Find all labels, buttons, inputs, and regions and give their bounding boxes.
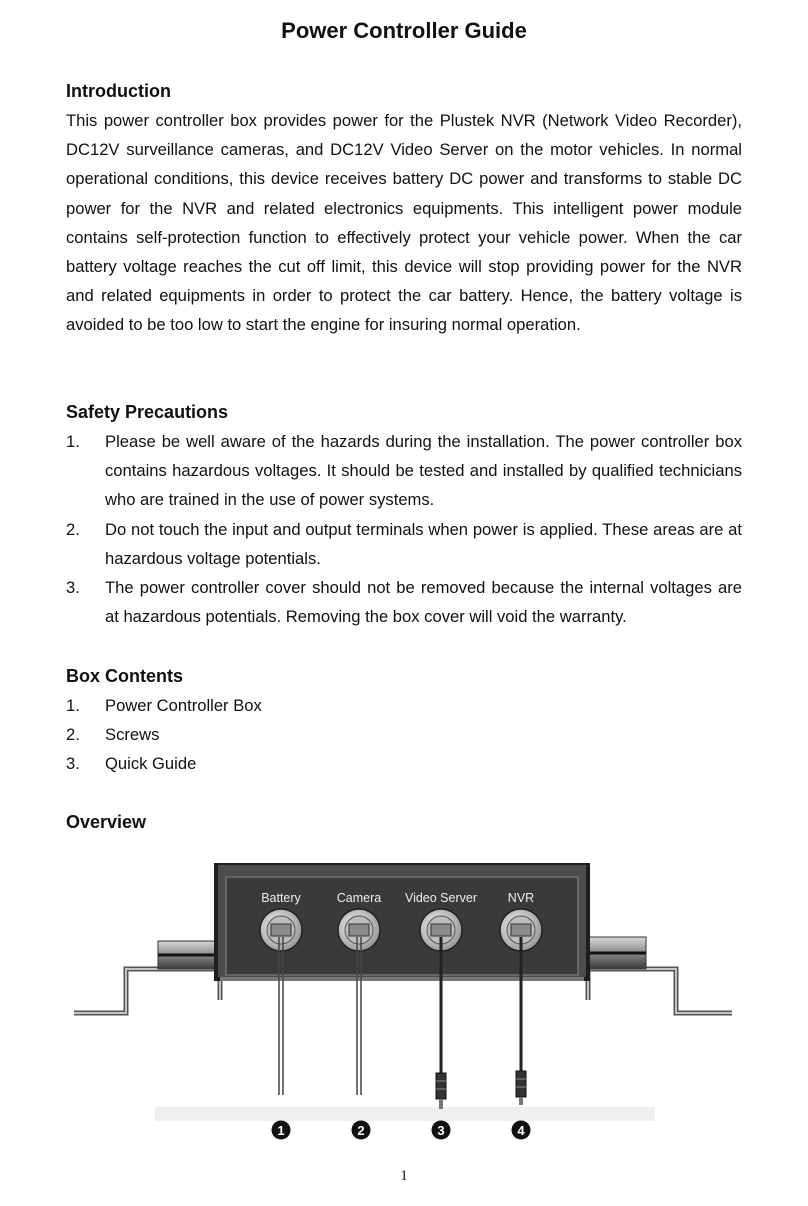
overview-heading: Overview [66,812,147,832]
list-text: The power controller cover should not be removed because the internal voltages are at hazardous potentials. Removing the box cover will void the warranty. [105,578,742,627]
port-label-video-server: Video Server [404,891,478,905]
box-contents-item [66,720,742,749]
floor-shadow [155,1107,655,1121]
marker-1-number: 1 [277,1123,285,1138]
right-mounting-bracket [588,937,732,1013]
port-label-battery: Battery [261,891,301,905]
page-number: 1 [400,1168,408,1184]
nvr-port [500,909,542,1105]
marker-1 [272,1121,291,1140]
power-controller-diagram [70,855,740,1140]
safety-heading: Safety Precautions [66,402,229,422]
marker-2-number: 2 [357,1123,365,1138]
left-mounting-bracket [74,941,220,1013]
list-text: Do not touch the input and output terminals when power is applied. These areas are at hazardous voltage potentials. [105,519,742,568]
port-label-camera: Camera [336,891,382,905]
battery-port [260,909,302,1095]
video-server-port [420,909,462,1109]
box-contents-section [66,665,742,779]
safety-item [66,573,742,631]
list-number: 1. [66,696,80,715]
box-contents-item [66,749,742,778]
marker-4-number: 4 [517,1123,525,1138]
list-text: Power Controller Box [105,696,262,715]
box-contents-item [66,691,742,720]
introduction-heading: Introduction [66,81,171,101]
marker-2 [352,1121,371,1140]
camera-port [338,909,380,1095]
box-contents-list [66,691,742,779]
port-label-nvr: NVR [507,891,535,905]
list-number: 2. [66,725,80,745]
page-title: Power Controller Guide [281,18,527,43]
marker-4 [512,1121,531,1140]
list-text: Please be well aware of the hazards during the installation. The power controller box contains hazardous voltages. It should be tested and installed by qualified technicians who are trained in the use of power systems. [105,432,742,510]
safety-item [66,515,742,573]
safety-section [66,401,742,631]
list-text: Quick Guide [105,754,197,774]
marker-3-number: 3 [437,1123,445,1138]
introduction-paragraph: This power controller box provides power for the Plustek NVR (Network Video Recorder), DC12V surveillance cameras, and DC12V Video Server on the motor vehicles. In normal operational conditions, this device receives battery DC power and transforms to stable DC power for the NVR and related electronics equipments. This intelligent power module contains self-protection function to effectively protect your vehicle power. When the car battery voltage reaches the cut off limit, this device will stop providing power for the NVR and related equipments in order to protect the car battery. Hence, the battery voltage is avoided to be too low to start the engine for insuring normal operation. [66,111,742,335]
introduction-section [66,80,742,340]
list-number: 1. [66,432,80,451]
list-number: 3. [66,578,80,598]
marker-3 [432,1121,451,1140]
list-number: 3. [66,754,80,774]
list-text: Screws [105,725,160,745]
overview-section [66,811,742,833]
safety-list [66,427,742,631]
box-contents-heading: Box Contents [66,666,183,686]
safety-item [66,427,742,515]
list-number: 2. [66,519,80,539]
